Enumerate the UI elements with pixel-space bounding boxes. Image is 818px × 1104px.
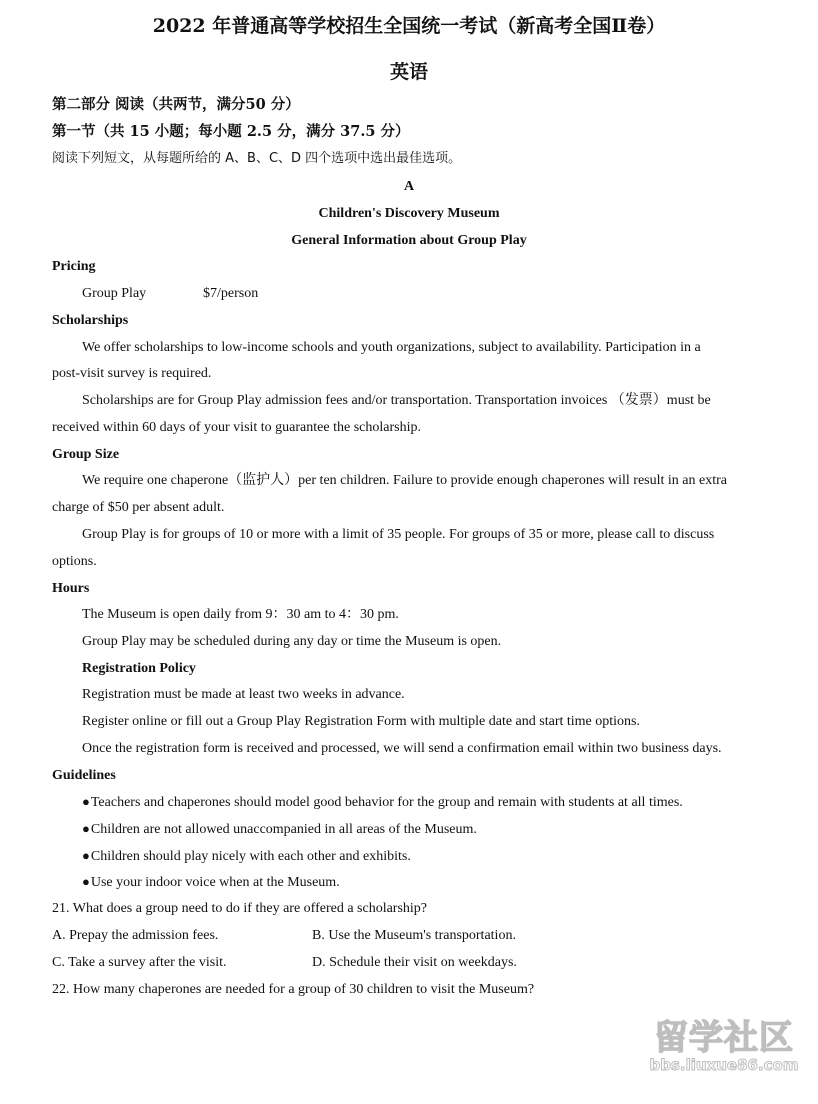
bullet-icon: ● [82, 794, 90, 809]
scholarships-p2-line2: received within 60 days of your visit to guarantee the scholarship. [52, 420, 421, 435]
guidelines-heading: Guidelines [52, 768, 116, 783]
pricing-item-label: Group Play [82, 286, 147, 301]
question-21-stem: 21. What does a group need to do if they are offered a scholarship? [52, 901, 428, 916]
group-size-p2-line2: options. [52, 554, 97, 569]
guideline-text: Children are not allowed unaccompanied in all areas of the Museum. [90, 822, 477, 837]
guideline-text: Teachers and chaperones should model good behavior for the group and remain with students at all times. [90, 795, 683, 810]
question-22-stem: 22. How many chaperones are needed for a group of 30 children to visit the Museum? [52, 982, 535, 997]
hours-line1: The Museum is open daily from 9：30 am to 4：30 pm. [82, 607, 399, 622]
passage-letter: A [403, 179, 415, 194]
bullet-icon: ● [82, 874, 90, 889]
bullet-icon: ● [82, 848, 90, 863]
registration-line1: Registration must be made at least two weeks in advance. [82, 687, 405, 702]
registration-line2: Register online or fill out a Group Play Registration Form with multiple date and start time options. [82, 714, 640, 729]
instruction-text: 阅读下列短文，从每题所给的 A、B、C、D 四个选项中选出最佳选项。 [52, 151, 462, 166]
group-size-heading: Group Size [52, 447, 120, 462]
guideline-text: Use your indoor voice when at the Museum. [90, 875, 340, 890]
passage-subtitle: General Information about Group Play [291, 233, 527, 248]
subject-title: 英语 [389, 61, 428, 83]
scholarships-p2-line1: Scholarships are for Group Play admission fees and/or transportation. Transportation invoices （发票）must be [82, 393, 711, 408]
pricing-heading: Pricing [52, 259, 96, 274]
watermark-name: 留学社区 [654, 1018, 794, 1058]
guideline-item [82, 820, 477, 839]
bullet-icon: ● [82, 821, 90, 836]
hours-line2: Group Play may be scheduled during any day or time the Museum is open. [82, 634, 502, 649]
registration-heading: Registration Policy [82, 661, 196, 676]
subsection-heading: 第一节（共 15 小题；每小题 2.5 分，满分 37.5 分） [52, 123, 410, 140]
scholarships-heading: Scholarships [52, 313, 129, 328]
scholarships-p1-line2: post-visit survey is required. [52, 366, 212, 381]
pricing-item-price: $7/person [203, 286, 259, 301]
part-heading: 第二部分 阅读（共两节，满分50 分） [52, 96, 300, 113]
guideline-item [82, 873, 340, 892]
group-size-p1-line1: We require one chaperone（监护人）per ten children. Failure to provide enough chaperones will result in an extra [82, 473, 727, 488]
question-21-option-c: C. Take a survey after the visit. [52, 955, 227, 970]
scholarships-p1-line1: We offer scholarships to low-income schools and youth organizations, subject to availability. Participation in a [82, 340, 701, 355]
guideline-item [82, 793, 683, 812]
registration-line3: Once the registration form is received and processed, we will send a confirmation email within two business days. [82, 741, 722, 756]
hours-heading: Hours [52, 581, 90, 596]
question-21-option-a: A. Prepay the admission fees. [52, 928, 219, 943]
group-size-p1-line2: charge of $50 per absent adult. [52, 500, 225, 515]
passage-title: Children's Discovery Museum [318, 206, 500, 221]
question-21-option-b: B. Use the Museum's transportation. [312, 928, 516, 943]
watermark-logo [644, 1010, 804, 1094]
guideline-item [82, 847, 411, 866]
watermark-url: bbs.liuxue86.com [649, 1056, 799, 1074]
exam-title: 2022 年普通高等学校招生全国统一考试（新高考全国Ⅱ卷） [152, 15, 666, 37]
question-21-option-d: D. Schedule their visit on weekdays. [312, 955, 517, 970]
group-size-p2-line1: Group Play is for groups of 10 or more with a limit of 35 people. For groups of 35 or more, please call to discuss [82, 527, 715, 542]
guideline-text: Children should play nicely with each other and exhibits. [90, 849, 411, 864]
